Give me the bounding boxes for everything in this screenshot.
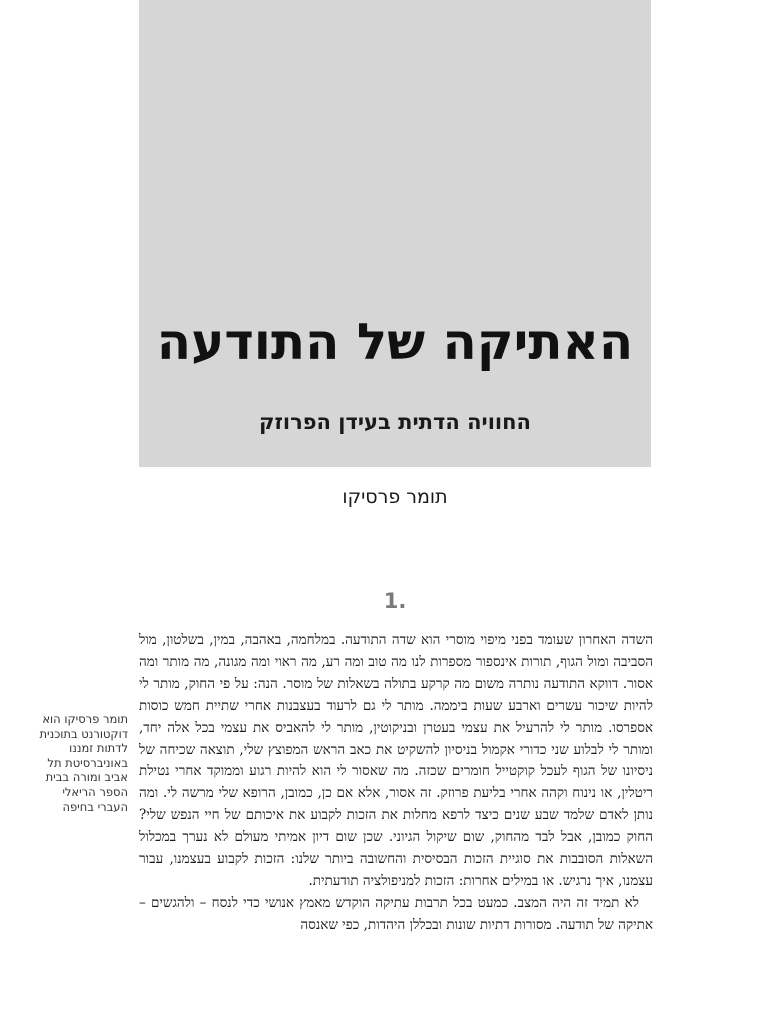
article-body	[139, 630, 653, 937]
title-banner	[139, 0, 651, 467]
body-paragraph: השדה האחרון שעומד בפני מיפוי מוסרי הוא שדה התודעה. במלחמה, באהבה, במין, בשלטון, מול הסביבה ומול הגוף, תורות אינספור מספרות לנו מה טוב ומה רע, מה ראוי ומה מגונה, מה מותר ומה אסור. דווקא התודעה נותרה משום מה קרקע בתולה בשאלות של מוסר. הנה: על פי החוק, מותר לי להיות שיכור עשרים וארבע שעות ביממה. מותר לי גם לרעוד בעצבנות אחרי שתיית חמש כוסות אספרסו. מותר לי להרעיל את עצמי בעטרן ובניקוטין, מותר לי להאביס את עצמי בכל אלה יחד, ומותר לי לבלוע שני כדורי אקמול בניסיון להשקיט את כאב הראש המפוצץ שלי, תוצאה שכיחה של ניסיונו של הגוף לעכל קוקטייל חומרים שכזה. מה שאסור לי הוא להיות רגוע וממוקד אחרי נטילת ריטלין, או נינוח וקהה אחרי בליעת פרוזק. זה אסור, אלא אם כן, כמובן, הרופא שלי מרשה לי. ומה נותן לאדם שלמד שבע שנים כיצד לרפא מחלות את הזכות לקבוע את איכותם של חיי הנפש שלי? החוק כמובן, אבל לבד מהחוק, שום שיקול הגיוני. שכן שום דיון אמיתי מעולם לא נערך במכלול השאלות הסובבות את סוגיית הזכות הבסיסית והחשובה ביותר שלנו: הזכות לקבוע בעצמנו, עבור עצמנו, איך נרגיש. או במילים אחרות: הזכות למניפולציה תודעתית.	[139, 632, 653, 889]
author-bio-note: תומר פרסיקו הוא דוקטורנט בתוכנית לדתות זמננו באוניברסיטת תל אביב ומורה בבית הספר הריאלי העברי בחיפה	[39, 712, 128, 814]
body-paragraph: לא תמיד זה היה המצב. כמעט בכל תרבות עתיקה הוקדש מאמץ אנושי כדי לנסח – ולהגשים – אתיקה של תודעה. מסורות דתיות שונות ובכללן היהדות, כפי שאנסה	[139, 894, 653, 933]
author-name: תומר פרסיקו	[342, 486, 448, 508]
section-number: .1	[383, 589, 407, 613]
page-title: האתיקה של התודעה	[156, 313, 634, 371]
page-subtitle: החוויה הדתית בעידן הפרוזק	[259, 410, 531, 434]
